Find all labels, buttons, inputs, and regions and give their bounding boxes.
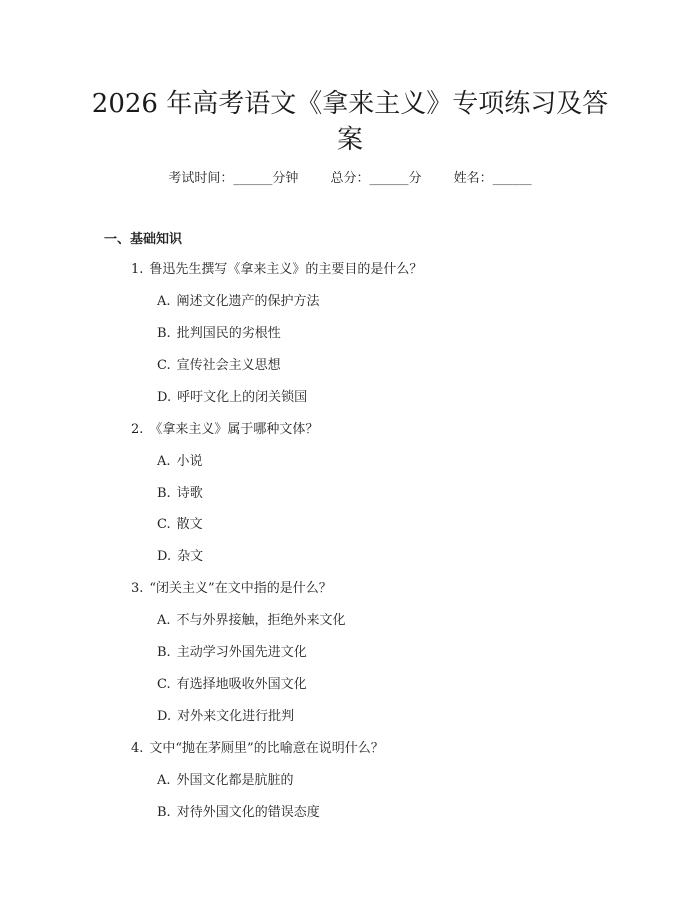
option-letter: A.: [157, 613, 171, 628]
question-2-option-d: [157, 548, 203, 566]
total-score-field: [330, 171, 421, 186]
option-text: 小说: [176, 454, 203, 469]
total-score-blank: ______: [369, 171, 409, 186]
question-3-option-a: [157, 612, 346, 630]
student-name-blank: ______: [492, 171, 532, 186]
question-text: 《拿来主义》属于哪种文体？: [149, 422, 319, 437]
option-text: 宣传社会主义思想: [176, 358, 281, 373]
question-2-option-a: [157, 453, 203, 471]
document-title-line-1: 2026 年高考语文《拿来主义》专项练习及答: [91, 89, 609, 119]
question-3-option-c: [157, 676, 307, 694]
option-text: 有选择地吸收外国文化: [176, 677, 307, 692]
option-letter: D.: [157, 549, 172, 564]
option-text: 批判国民的劣根性: [176, 326, 281, 341]
question-2-option-b: [157, 485, 203, 503]
option-text: 诗歌: [176, 486, 203, 501]
question-2-option-c: [157, 516, 203, 534]
option-text: 主动学习外国先进文化: [176, 645, 307, 660]
total-score-label: 总分：: [330, 171, 370, 186]
option-text: 杂文: [177, 549, 204, 564]
option-text: 阐述文化遗产的保护方法: [176, 294, 320, 309]
option-letter: B.: [157, 645, 171, 660]
question-number: 3.: [131, 581, 144, 596]
option-letter: A.: [157, 454, 171, 469]
question-4: [131, 740, 384, 758]
exam-info-bar: [0, 170, 700, 188]
question-3-option-b: [157, 644, 307, 662]
option-letter: B.: [157, 805, 171, 820]
option-letter: C.: [157, 517, 171, 532]
total-score-unit: 分: [408, 171, 422, 186]
option-letter: C.: [157, 358, 171, 373]
question-text: 鲁迅先生撰写《拿来主义》的主要目的是什么？: [149, 262, 423, 277]
question-4-option-b: [157, 804, 320, 822]
question-number: 2.: [131, 422, 144, 437]
question-text: “闭关主义”在文中指的是什么？: [149, 581, 332, 596]
question-2: [131, 421, 318, 439]
document-title-line-2: 案: [336, 125, 363, 155]
option-letter: C.: [157, 677, 171, 692]
option-text: 外国文化都是肮脏的: [176, 773, 294, 788]
question-number: 4.: [131, 741, 144, 756]
student-name-field: [454, 171, 532, 186]
option-letter: B.: [157, 326, 171, 341]
option-text: 散文: [176, 517, 203, 532]
option-text: 对外来文化进行批判: [177, 709, 295, 724]
option-letter: D.: [157, 390, 172, 405]
exam-time-blank: ______: [233, 171, 273, 186]
exam-time-field: [168, 171, 298, 186]
exam-time-unit: 分钟: [272, 171, 299, 186]
option-text: 呼吁文化上的闭关锁国: [177, 390, 308, 405]
question-text: 文中“抛在茅厕里”的比喻意在说明什么？: [149, 741, 384, 756]
student-name-label: 姓名：: [453, 171, 493, 186]
question-1-option-a: [157, 293, 320, 311]
question-number: 1.: [131, 262, 144, 277]
section-heading: 一、基础知识: [104, 232, 183, 247]
question-4-option-a: [157, 772, 294, 790]
question-1-option-d: [157, 389, 307, 407]
exam-time-label: 考试时间：: [168, 171, 234, 186]
option-letter: B.: [157, 486, 171, 501]
option-letter: A.: [157, 773, 171, 788]
option-text: 对待外国文化的错误态度: [176, 805, 320, 820]
question-3-option-d: [157, 708, 294, 726]
option-letter: D.: [157, 709, 172, 724]
option-letter: A.: [157, 294, 171, 309]
question-1-option-c: [157, 357, 281, 375]
question-1: [131, 261, 422, 279]
question-3: [131, 580, 332, 598]
question-1-option-b: [157, 325, 281, 343]
option-text: 不与外界接触，拒绝外来文化: [176, 613, 346, 628]
